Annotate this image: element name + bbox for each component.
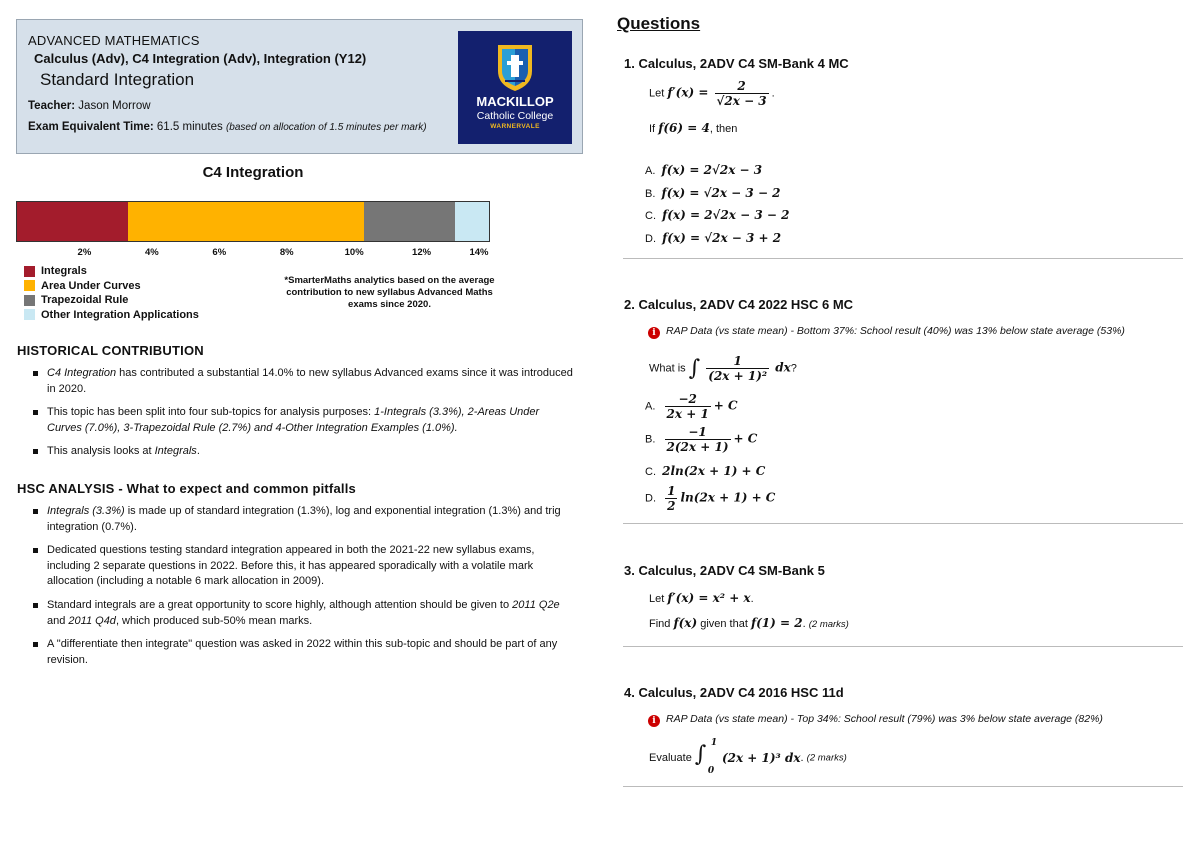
definite-integral <box>695 740 719 776</box>
divider <box>623 786 1183 787</box>
legend-label: Trapezoidal Rule <box>41 294 129 306</box>
then-text: , then <box>709 123 738 135</box>
question-2-stem <box>649 354 797 383</box>
teacher-line <box>28 100 151 112</box>
integral-sign: ∫ <box>694 742 707 767</box>
option-label: D. <box>645 492 656 505</box>
question-4-stem <box>649 740 847 776</box>
option-label: C. <box>645 466 656 478</box>
what-text: What is <box>649 362 686 375</box>
numerator: −2 <box>665 392 711 407</box>
q1-option-a <box>645 163 762 177</box>
page-title: Standard Integration <box>40 70 195 89</box>
question-1-title: 1. Calculus, 2ADV C4 SM-Bank 4 MC <box>624 56 849 71</box>
exam-time-line <box>28 121 427 133</box>
legend-swatch <box>24 309 35 320</box>
lower-limit: 0 <box>707 766 715 776</box>
option-text: f(x) = √2x − 3 − 2 <box>661 186 781 200</box>
option-label: D. <box>645 233 656 245</box>
bullet-text: and <box>47 614 69 627</box>
option-tail: ln(2x + 1) + C <box>680 490 776 505</box>
teacher-label: Teacher: <box>28 100 76 112</box>
x-tick-label: 12% <box>412 247 432 258</box>
option-text: f(x) = 2√2x − 3 <box>661 163 763 177</box>
bullet-italic: 2011 Q4d <box>68 614 116 627</box>
legend-swatch <box>24 280 35 291</box>
q2-option-c <box>645 464 765 478</box>
bullet-text: , which produced sub-50% mean marks. <box>115 614 313 627</box>
denominator: 2x + 1 <box>666 407 709 421</box>
option-text: f(x) = √2x − 3 + 2 <box>662 231 782 245</box>
numerator: 2 <box>715 79 769 94</box>
q2-option-d <box>645 484 775 513</box>
denominator: 2(2x + 1) <box>666 440 729 454</box>
question-2-rap <box>648 325 1125 339</box>
legend-label: Integrals <box>41 265 87 277</box>
option-tail: + C <box>733 431 758 446</box>
question-3-find <box>649 616 849 630</box>
option-label: A. <box>645 400 656 413</box>
q1-option-c <box>645 208 789 222</box>
integral-sign: ∫ <box>688 356 701 381</box>
exam-time-label: Exam Equivalent Time: <box>28 121 154 133</box>
x-tick-label: 14% <box>469 247 489 258</box>
crest-icon <box>458 31 572 93</box>
given-text: given that <box>700 618 748 630</box>
bar-segment-4 <box>455 202 489 241</box>
x-tick-label: 6% <box>212 247 227 258</box>
questions-heading: Questions <box>617 14 701 33</box>
math-expression: f′(x) = x² + x <box>667 591 751 605</box>
denominator: 2 <box>667 499 676 513</box>
x-tick-label: 8% <box>279 247 294 258</box>
q2-option-a <box>645 392 738 421</box>
hsc-bullet-4: A "differentiate then integrate" question was asked in 2022 within this sub-topic and should be part of any revision. <box>47 637 577 668</box>
divider <box>623 523 1183 524</box>
bullet-text: is made up of standard integration (1.3%), log and exponential integration (1.3%) and trig integration (0.7%). <box>47 505 561 533</box>
legend-item <box>24 280 141 292</box>
exam-time-note: (based on allocation of 1.5 minutes per mark) <box>225 122 427 133</box>
bullet-italic: C4 Integration <box>47 367 117 379</box>
legend-swatch <box>24 266 35 277</box>
college-logo <box>458 31 572 144</box>
question-4-rap <box>648 713 1103 727</box>
chart-note: *SmarterMaths analytics based on the average contribution to new syllabus Advanced Maths exams since 2020. <box>284 275 495 310</box>
bar-segment-2 <box>128 202 364 241</box>
exam-time-value: 61.5 minutes <box>156 121 223 133</box>
denominator: (2x + 1)² <box>708 369 768 383</box>
q1-option-b <box>645 186 781 200</box>
hsc-bullet-3 <box>47 598 577 629</box>
teacher-name: Jason Morrow <box>78 100 151 112</box>
subject-heading: ADVANCED MATHEMATICS <box>28 33 200 48</box>
option-tail: + C <box>713 398 738 413</box>
bullet-text: Standard integrals are a great opportunity to score highly, although attention should be given to <box>47 599 513 611</box>
bullet-italic: 1-Integrals (3.3%), 2-Areas Under Curves (7.0%), 3-Trapezoidal Rule (2.7%) and 4-Other Integration Examples (1.0%). <box>47 406 540 434</box>
hsc-bullet-2: Dedicated questions testing standard integration appeared in both the 2021-22 new syllabus exams, including 2 separate questions in 2022. Before this, it has appeared sporadically with a volatile mark allocation (including a notable 6 mark allocation in 2009). <box>47 543 577 590</box>
bullet-text: This analysis looks at <box>47 445 155 457</box>
numerator: 1 <box>667 484 676 498</box>
divider <box>623 258 1183 259</box>
fraction <box>715 79 769 108</box>
upper-limit: 1 <box>710 738 718 748</box>
if-text: If <box>649 123 656 135</box>
bullet-text: This topic has been split into four sub-topics for analysis purposes: <box>47 406 375 418</box>
math-lhs: f′(x) = <box>667 85 709 100</box>
historical-bullet-2 <box>47 405 577 436</box>
option-label: B. <box>645 188 656 200</box>
question-1-let <box>649 79 775 108</box>
historical-bullet-3 <box>47 444 577 460</box>
period: . <box>750 593 754 605</box>
bullet-italic: Integrals (3.3%) <box>47 505 125 517</box>
question-3-title: 3. Calculus, 2ADV C4 SM-Bank 5 <box>624 563 825 578</box>
historical-bullet-1 <box>47 366 577 397</box>
bar-segment-1 <box>17 202 128 241</box>
hsc-heading: HSC ANALYSIS - What to expect and common pitfalls <box>17 481 356 496</box>
bullet-text: has contributed a substantial 14.0% to new syllabus Advanced exams since it was introduced in 2020. <box>47 367 573 395</box>
integrand: (2x + 1)³ dx <box>721 751 801 765</box>
question-mark: ? <box>790 362 797 375</box>
numerator: 1 <box>706 354 769 369</box>
let-text: Let <box>649 87 665 100</box>
legend-item <box>24 309 199 321</box>
info-icon: i <box>648 327 660 339</box>
fraction <box>665 392 711 421</box>
marks-label: (2 marks) <box>808 619 849 630</box>
fraction <box>706 354 769 383</box>
period: . <box>802 618 806 630</box>
x-tick-label: 2% <box>77 247 92 258</box>
find-text: Find <box>649 618 671 630</box>
period: . <box>800 752 804 764</box>
option-label: A. <box>645 165 656 177</box>
stacked-bar-chart <box>16 201 490 242</box>
divider <box>623 646 1183 647</box>
x-tick-label: 10% <box>344 247 364 258</box>
question-3-let <box>649 591 754 605</box>
fraction <box>665 484 677 513</box>
chart-title: C4 Integration <box>202 164 304 181</box>
x-tick-label: 4% <box>144 247 159 258</box>
question-2-title: 2. Calculus, 2ADV C4 2022 HSC 6 MC <box>624 297 854 312</box>
option-label: B. <box>645 433 656 446</box>
marks-label: (2 marks) <box>806 752 847 764</box>
fraction <box>665 425 731 454</box>
period: . <box>771 87 775 100</box>
option-label: C. <box>645 210 656 222</box>
rap-text: RAP Data (vs state mean) - Top 34%: School result (79%) was 3% below state average (82%) <box>666 713 1103 725</box>
denominator: √2x − 3 <box>716 94 767 108</box>
bullet-end: . <box>196 445 200 457</box>
info-icon: i <box>648 715 660 727</box>
hsc-bullet-1 <box>47 504 577 535</box>
question-4-title: 4. Calculus, 2ADV C4 2016 HSC 11d <box>624 685 844 700</box>
rap-text: RAP Data (vs state mean) - Bottom 37%: School result (40%) was 13% below state average (53%) <box>666 325 1125 337</box>
legend-swatch <box>24 295 35 306</box>
logo-place: WARNERVALE <box>490 123 540 130</box>
historical-heading: HISTORICAL CONTRIBUTION <box>17 343 204 358</box>
dx: dx <box>775 360 791 375</box>
question-1-condition <box>649 121 737 135</box>
math-fx: f(x) <box>673 616 698 630</box>
q1-option-d <box>645 231 781 245</box>
math-condition: f(1) = 2 <box>750 616 803 630</box>
option-text: 2ln(2x + 1) + C <box>662 464 766 478</box>
logo-subtitle: Catholic College <box>476 110 554 122</box>
bar-segment-3 <box>364 202 455 241</box>
option-text: f(x) = 2√2x − 3 − 2 <box>662 208 790 222</box>
bullet-italic: Integrals <box>154 445 197 457</box>
legend-label: Other Integration Applications <box>41 308 199 321</box>
logo-name: MACKILLOP <box>476 94 554 109</box>
legend-item <box>24 294 128 306</box>
evaluate-text: Evaluate <box>649 752 692 764</box>
legend-label: Area Under Curves <box>41 279 141 292</box>
numerator: −1 <box>665 425 731 440</box>
bullet-italic: 2011 Q2e <box>512 599 560 611</box>
q2-option-b <box>645 425 757 454</box>
legend-item <box>24 265 87 277</box>
let-text: Let <box>649 593 665 605</box>
math-condition: f(6) = 4 <box>658 121 710 135</box>
topic-line: Calculus (Adv), C4 Integration (Adv), Integration (Y12) <box>34 51 367 66</box>
